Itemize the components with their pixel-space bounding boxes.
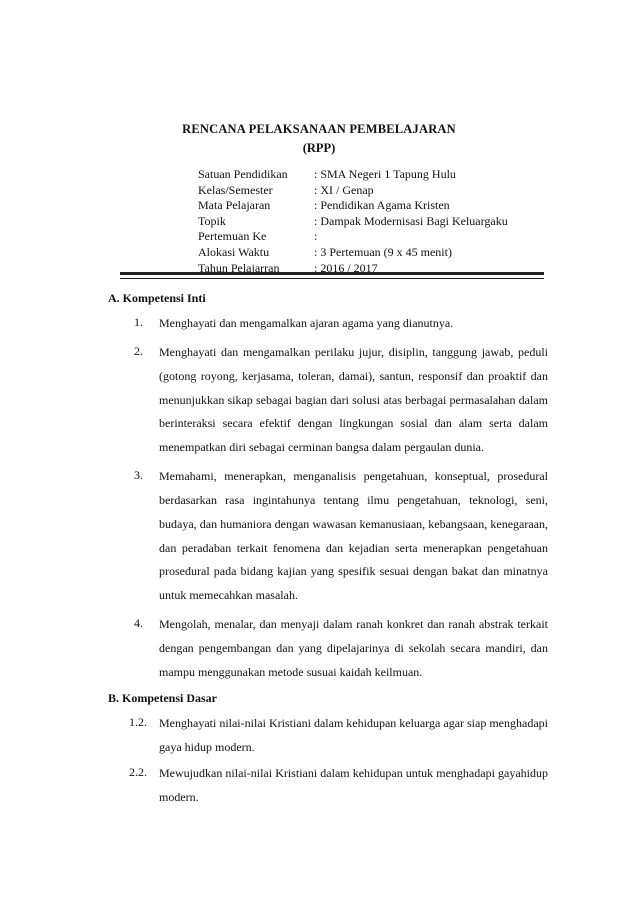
info-value: : 2016 / 2017 <box>314 260 378 275</box>
list-item <box>108 712 548 760</box>
list-item <box>108 312 548 336</box>
list-text: Mewujudkan nilai-nilai Kristiani dalam kehidupan untuk menghadapi gayahidup modern. <box>159 765 548 804</box>
list-number: 4. <box>134 616 143 630</box>
document-title: RENCANA PELAKSANAAN PEMBELAJARAN <box>182 122 456 136</box>
header-divider-thick <box>120 272 544 275</box>
list-item <box>108 613 548 684</box>
info-row <box>198 167 508 183</box>
list-text: Memahami, menerapkan, menganalisis pengetahuan, konseptual, prosedural berdasarkan rasa ingintahunya tentang ilmu pengetahuan, teknologi, seni, budaya, dan humaniora dengan wawasan kemanusiaan, kebangsaan, kenegaraan, dan peradaban terkait fenomena dan kejadian serta menerapkan pengetahuan prosedural pada bidang kajian yang spesifik sesuai dengan bakat dan minatnya untuk memecahkan masalah. <box>159 469 548 603</box>
list-number: 2.2. <box>129 764 147 779</box>
document-subtitle: (RPP) <box>302 141 336 155</box>
info-value: : Dampak Modernisasi Bagi Keluargaku <box>314 213 508 228</box>
info-row <box>198 229 508 245</box>
info-row <box>198 214 508 230</box>
list-item <box>108 341 548 460</box>
info-value: : <box>314 229 318 244</box>
section-heading: A. Kompetensi Inti <box>108 291 206 305</box>
info-label: Satuan Pendidikan <box>198 167 288 181</box>
list-item <box>108 465 548 608</box>
info-value: : 3 Pertemuan (9 x 45 menit) <box>314 244 452 259</box>
info-value: : SMA Negeri 1 Tapung Hulu <box>314 167 456 181</box>
info-row <box>198 198 508 214</box>
header-divider-thin <box>120 278 544 279</box>
info-value: : XI / Genap <box>314 182 374 197</box>
identity-table <box>198 167 508 276</box>
section-kompetensi-dasar <box>108 690 548 813</box>
info-value: : Pendidikan Agama Kristen <box>314 198 450 213</box>
section-heading: B. Kompetensi Dasar <box>108 691 217 705</box>
list-text: Mengolah, menalar, dan menyaji dalam ranah konkret dan ranah abstrak terkait dengan pengembangan dan yang dipelajarinya di sekolah secara mandiri, dan mampu menggunakan metode susuai kaidah keilmuan. <box>159 617 548 679</box>
list-number: 2. <box>134 344 143 359</box>
list-text: Menghayati dan mengamalkan perilaku jujur, disiplin, tanggung jawab, peduli (gotong royong, kerjasama, toleran, damai), santun, responsif dan proaktif dan menunjukkan sikap sebagai bagian dari solusi atas berbagai permasalahan dalam berinteraksi secara efektif dengan lingkungan sosial dan alam serta dalam menempatkan diri sebagai cerminan bangsa dalam pergaulan dunia. <box>159 345 548 455</box>
info-label: Alokasi Waktu <box>198 244 270 259</box>
list-text: Menghayati nilai-nilai Kristiani dalam kehidupan keluarga agar siap menghadapi gaya hidup modern. <box>159 716 548 754</box>
info-label: Topik <box>198 213 226 228</box>
list-number: 1. <box>134 315 143 330</box>
info-label: Mata Pelajaran <box>198 198 271 213</box>
list-text: Menghayati dan mengamalkan ajaran agama yang dianutnya. <box>159 316 454 331</box>
list-item <box>108 762 548 810</box>
list-number: 3. <box>134 468 143 483</box>
info-label: Pertemuan Ke <box>198 229 267 244</box>
list-number: 1.2. <box>129 715 147 730</box>
info-label: Kelas/Semester <box>198 182 273 197</box>
info-label: Tahun Pelajarran <box>198 260 280 275</box>
info-row <box>198 245 508 261</box>
section-kompetensi-inti <box>108 290 548 691</box>
info-row <box>198 183 508 199</box>
